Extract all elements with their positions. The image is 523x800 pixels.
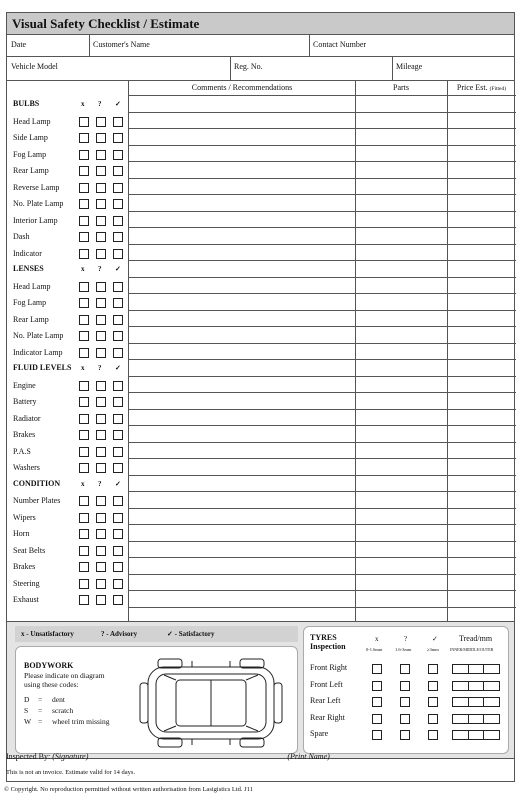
check-item-label: Battery: [13, 397, 37, 406]
checkbox-ok[interactable]: [113, 183, 123, 193]
code-meaning: scratch: [52, 706, 74, 715]
tread-depth-boxes[interactable]: [452, 681, 500, 691]
section-mark-0: x: [81, 100, 85, 108]
section-title-2: FLUID LEVELS: [13, 363, 72, 372]
checkbox-ok[interactable]: [113, 513, 123, 523]
table-row-line[interactable]: [129, 475, 516, 476]
checkbox-x[interactable]: [79, 546, 89, 556]
check-item-label: Rear Lamp: [13, 166, 49, 175]
section-mark-0: x: [81, 479, 85, 488]
tread-cell[interactable]: [484, 698, 499, 706]
checkbox-x[interactable]: [79, 315, 89, 325]
check-item-label: Radiator: [13, 413, 41, 423]
checkbox-advisory[interactable]: [96, 562, 106, 572]
checkbox-advisory[interactable]: [96, 166, 106, 176]
table-row-line[interactable]: [129, 557, 516, 558]
legend-advisory: ? - Advisory: [101, 630, 138, 638]
section-mark-0: x: [81, 364, 85, 372]
table-row-line[interactable]: [129, 95, 516, 96]
checkbox-ok[interactable]: [113, 166, 123, 176]
checkbox-x[interactable]: [79, 166, 89, 176]
tyre-checkbox-x[interactable]: [372, 714, 382, 724]
checkbox-advisory[interactable]: [96, 216, 106, 226]
section-mark-1: ?: [98, 100, 102, 108]
checkbox-advisory[interactable]: [96, 331, 106, 341]
table-row-line[interactable]: [129, 211, 516, 212]
checkbox-advisory[interactable]: [96, 348, 106, 358]
checkbox-x[interactable]: [79, 232, 89, 242]
mileage-field[interactable]: Mileage: [396, 62, 423, 71]
check-item-label: Seat Belts: [13, 545, 46, 555]
checkbox-advisory[interactable]: [96, 579, 106, 589]
checkbox-advisory[interactable]: [96, 249, 106, 259]
tyres-tread-sub: INNER/MIDDLE/OUTER: [450, 647, 494, 652]
tyre-row-label: Front Left: [310, 679, 343, 689]
checkbox-advisory[interactable]: [96, 282, 106, 292]
bodywork-instruction-2: using these codes:: [24, 680, 79, 689]
checkbox-ok[interactable]: [113, 282, 123, 292]
section-mark-2: ✓: [115, 265, 121, 273]
checkbox-x[interactable]: [79, 496, 89, 506]
checkbox-ok[interactable]: [113, 150, 123, 160]
check-item-label: Interior Lamp: [13, 215, 58, 225]
legend-satisfactory: ✓ - Satisfactory: [167, 630, 215, 638]
checkbox-ok[interactable]: [113, 496, 123, 506]
check-item-label: No. Plate Lamp: [13, 199, 64, 208]
checkbox-x[interactable]: [79, 414, 89, 424]
tread-depth-boxes[interactable]: [452, 697, 500, 707]
comments-header: Comments / Recommendations: [191, 83, 293, 92]
table-row-line[interactable]: [129, 260, 516, 261]
checkbox-ok[interactable]: [113, 216, 123, 226]
check-item-label: Brakes: [13, 562, 36, 571]
checkbox-advisory[interactable]: [96, 150, 106, 160]
tread-cell[interactable]: [469, 682, 485, 690]
tyre-checkbox-ok[interactable]: [428, 714, 438, 724]
car-diagram[interactable]: [136, 655, 286, 751]
signature-label: (Signature): [52, 752, 89, 761]
check-item-label: Head Lamp: [13, 281, 51, 291]
checkbox-advisory[interactable]: [96, 199, 106, 209]
tyre-row-label: Front Right: [310, 663, 348, 672]
table-row-line[interactable]: [129, 244, 516, 245]
check-item-label: No. Plate Lamp: [13, 331, 64, 340]
legend: [15, 626, 298, 642]
section-title-0: BULBS: [13, 99, 40, 108]
checkbox-advisory[interactable]: [96, 529, 106, 539]
section-title-3: CONDITION: [13, 478, 61, 488]
checkbox-advisory[interactable]: [96, 117, 106, 127]
checkbox-x[interactable]: [79, 133, 89, 143]
checkbox-x[interactable]: [79, 381, 89, 391]
table-row-line[interactable]: [129, 442, 516, 443]
code-letter: D: [24, 695, 30, 704]
section-mark-2: ✓: [115, 364, 121, 372]
checkbox-ok[interactable]: [113, 331, 123, 341]
tread-cell[interactable]: [484, 665, 499, 673]
price-header: [447, 81, 516, 95]
check-item-label: Fog Lamp: [13, 149, 47, 159]
checklist-form: [6, 12, 515, 782]
section-mark-1: ?: [98, 479, 102, 488]
tread-cell[interactable]: [484, 731, 499, 739]
tread-depth-boxes[interactable]: [452, 664, 500, 674]
check-item-label: Number Plates: [13, 496, 61, 505]
page-title: Visual Safety Checklist / Estimate: [12, 16, 200, 31]
table-row-line[interactable]: [129, 574, 516, 575]
table-row-line[interactable]: [129, 376, 516, 377]
tread-cell[interactable]: [469, 698, 485, 706]
title-bar: [7, 13, 514, 35]
checkbox-advisory[interactable]: [96, 414, 106, 424]
checkbox-x[interactable]: [79, 150, 89, 160]
checkbox-ok[interactable]: [113, 348, 123, 358]
tyre-checkbox-advisory[interactable]: [400, 697, 410, 707]
tread-depth-boxes[interactable]: [452, 730, 500, 740]
tyre-checkbox-ok[interactable]: [428, 664, 438, 674]
tyre-checkbox-x[interactable]: [372, 730, 382, 740]
checkbox-ok[interactable]: [113, 133, 123, 143]
legend-unsatisfactory: x - Unsatisfactory: [21, 630, 74, 638]
checkbox-ok[interactable]: [113, 232, 123, 242]
checkbox-advisory[interactable]: [96, 430, 106, 440]
checkbox-ok[interactable]: [113, 117, 123, 127]
tyre-checkbox-ok[interactable]: [428, 730, 438, 740]
tyres-tread-header: Tread/mm: [459, 634, 493, 643]
checkbox-ok[interactable]: [113, 562, 123, 572]
section-mark-1: ?: [98, 265, 102, 273]
checkbox-ok[interactable]: [113, 249, 123, 259]
check-item-label: Wipers: [13, 512, 36, 522]
tyres-sub-x: 0-1.6mm: [366, 647, 383, 652]
table-row-line[interactable]: [129, 161, 516, 162]
checkbox-x[interactable]: [79, 579, 89, 589]
print-name-label: (Print Name): [287, 752, 330, 761]
tyres-sub-tick: ≥3mm: [427, 647, 439, 652]
tread-cell[interactable]: [484, 715, 499, 723]
check-item-label: Fog Lamp: [13, 298, 47, 307]
price-header-label: Price Est.: [456, 83, 488, 92]
vehicle-model-field[interactable]: Vehicle Model: [11, 62, 58, 71]
check-item-label: Brakes: [13, 430, 36, 439]
tread-cell[interactable]: [453, 698, 469, 706]
checkbox-ok[interactable]: [113, 381, 123, 391]
tyre-checkbox-x[interactable]: [372, 681, 382, 691]
checkbox-x[interactable]: [79, 249, 89, 259]
table-row-line[interactable]: [129, 541, 516, 542]
checkbox-x[interactable]: [79, 117, 89, 127]
bodywork-instruction-1: Please indicate on diagram: [24, 671, 105, 680]
table-row-line[interactable]: [129, 458, 516, 459]
table-row-line[interactable]: [129, 326, 516, 327]
checkbox-x[interactable]: [79, 463, 89, 473]
checkbox-x[interactable]: [79, 595, 89, 605]
check-item-label: Steering: [13, 578, 40, 588]
tread-cell[interactable]: [453, 682, 469, 690]
check-item-label: Reverse Lamp: [13, 182, 60, 192]
checkbox-x[interactable]: [79, 298, 89, 308]
checkbox-ok[interactable]: [113, 315, 123, 325]
checkbox-advisory[interactable]: [96, 381, 106, 391]
checkbox-ok[interactable]: [113, 463, 123, 473]
table-row-line[interactable]: [129, 491, 516, 492]
check-item-label: Washers: [13, 463, 40, 472]
section-mark-2: ✓: [115, 479, 121, 488]
check-item-label: Head Lamp: [13, 116, 51, 126]
checklist-items-area: [7, 81, 129, 621]
tyre-checkbox-x[interactable]: [372, 697, 382, 707]
table-row-line[interactable]: [129, 590, 516, 591]
checkbox-x[interactable]: [79, 397, 89, 407]
checkbox-ok[interactable]: [113, 546, 123, 556]
tread-cell[interactable]: [453, 715, 469, 723]
tyre-checkbox-advisory[interactable]: [400, 664, 410, 674]
checkbox-ok[interactable]: [113, 199, 123, 209]
code-equals: =: [38, 717, 43, 726]
section-mark-1: ?: [98, 364, 102, 372]
section-mark-2: ✓: [115, 100, 121, 108]
check-item-label: Horn: [13, 529, 30, 538]
code-meaning: wheel trim missing: [52, 717, 110, 726]
tyres-col-x: x: [375, 635, 379, 643]
checkbox-advisory[interactable]: [96, 595, 106, 605]
tyre-checkbox-ok[interactable]: [428, 697, 438, 707]
check-item-label: Indicator Lamp: [13, 347, 63, 357]
comments-table: [129, 81, 516, 621]
tread-cell[interactable]: [484, 682, 499, 690]
tyre-checkbox-advisory[interactable]: [400, 730, 410, 740]
bottom-panel: [7, 621, 514, 759]
table-row-line[interactable]: [129, 359, 516, 360]
table-row-line[interactable]: [129, 112, 516, 113]
checkbox-advisory[interactable]: [96, 513, 106, 523]
check-item-label: Side Lamp: [13, 133, 48, 142]
checkbox-advisory[interactable]: [96, 496, 106, 506]
customer-name-field[interactable]: Customer's Name: [93, 40, 150, 49]
checkbox-x[interactable]: [79, 430, 89, 440]
copyright-notice: © Copyright. No reproduction permitted without written authorisation from Lasigistics Ltd. J11: [4, 786, 253, 793]
table-row-line[interactable]: [129, 194, 516, 195]
checkbox-advisory[interactable]: [96, 463, 106, 473]
tyres-col-q: ?: [404, 635, 408, 643]
checkbox-x[interactable]: [79, 513, 89, 523]
table-row-line[interactable]: [129, 227, 516, 228]
checkbox-advisory[interactable]: [96, 183, 106, 193]
header-row-1: [7, 35, 514, 57]
checkbox-ok[interactable]: [113, 414, 123, 424]
tyres-col-tick: ✓: [432, 635, 438, 643]
checkbox-advisory[interactable]: [96, 133, 106, 143]
bodywork-title: BODYWORK: [24, 661, 74, 670]
table-row-line[interactable]: [129, 508, 516, 509]
checkbox-x[interactable]: [79, 183, 89, 193]
bodywork-panel: [15, 646, 298, 754]
checkbox-advisory[interactable]: [96, 447, 106, 457]
check-item-label: Rear Lamp: [13, 314, 49, 324]
check-item-label: P.A.S: [13, 446, 31, 456]
tyre-row-label: Rear Left: [310, 696, 341, 705]
checkbox-ok[interactable]: [113, 529, 123, 539]
tread-cell[interactable]: [453, 665, 469, 673]
tread-cell[interactable]: [469, 715, 485, 723]
checkbox-ok[interactable]: [113, 447, 123, 457]
checkbox-ok[interactable]: [113, 298, 123, 308]
checkbox-x[interactable]: [79, 529, 89, 539]
tyres-panel: [303, 626, 509, 754]
table-row-line[interactable]: [129, 128, 516, 129]
tyre-row-label: Rear Right: [310, 712, 345, 722]
table-row-line[interactable]: [129, 524, 516, 525]
checkbox-ok[interactable]: [113, 579, 123, 589]
tyre-checkbox-advisory[interactable]: [400, 714, 410, 724]
table-row-line[interactable]: [129, 607, 516, 608]
tyres-subtitle: Inspection: [310, 642, 346, 651]
check-item-label: Exhaust: [13, 595, 39, 604]
code-equals: =: [38, 695, 43, 704]
checkbox-x[interactable]: [79, 282, 89, 292]
tyre-checkbox-x[interactable]: [372, 664, 382, 674]
code-equals: =: [38, 706, 43, 715]
check-item-label: Engine: [13, 380, 36, 390]
tyre-row-label: Spare: [310, 729, 329, 738]
checkbox-x[interactable]: [79, 216, 89, 226]
tyres-title: TYRES: [310, 633, 337, 642]
section-title-1: LENSES: [13, 264, 44, 273]
check-item-label: Dash: [13, 232, 30, 241]
tread-cell[interactable]: [453, 731, 469, 739]
checkbox-x[interactable]: [79, 447, 89, 457]
table-row-line[interactable]: [129, 178, 516, 179]
table-row-line[interactable]: [129, 392, 516, 393]
tread-depth-boxes[interactable]: [452, 714, 500, 724]
tyre-checkbox-advisory[interactable]: [400, 681, 410, 691]
checkbox-advisory[interactable]: [96, 546, 106, 556]
checkbox-advisory[interactable]: [96, 232, 106, 242]
table-row-line[interactable]: [129, 145, 516, 146]
table-row-line[interactable]: [129, 425, 516, 426]
code-letter: S: [24, 706, 29, 715]
checkbox-ok[interactable]: [113, 430, 123, 440]
table-row-line[interactable]: [129, 409, 516, 410]
contact-number-field[interactable]: Contact Number: [313, 40, 367, 49]
check-item-label: Indicator: [13, 248, 42, 258]
section-mark-0: x: [81, 265, 85, 273]
tyres-sub-q: 1.6-3mm: [395, 647, 412, 652]
code-meaning: dent: [52, 695, 65, 704]
checkbox-advisory[interactable]: [96, 315, 106, 325]
date-field[interactable]: Date: [11, 40, 27, 49]
tyre-checkbox-ok[interactable]: [428, 681, 438, 691]
estimate-note: This is not an invoice. Estimate valid for 14 days.: [6, 769, 136, 776]
reg-no-field[interactable]: Reg. No.: [234, 62, 263, 71]
header-row-2: [7, 57, 514, 81]
code-letter: W: [24, 717, 32, 726]
price-header-suffix: (Fitted): [489, 86, 507, 92]
table-row-line[interactable]: [129, 293, 516, 294]
tread-cell[interactable]: [469, 731, 485, 739]
checkbox-advisory[interactable]: [96, 397, 106, 407]
checkbox-x[interactable]: [79, 562, 89, 572]
checkbox-ok[interactable]: [113, 595, 123, 605]
checkbox-x[interactable]: [79, 348, 89, 358]
table-row-line[interactable]: [129, 277, 516, 278]
signature-line[interactable]: Inspected By: (Signature) ................................................................. (Print Name) ..................................................: [6, 752, 482, 761]
checkbox-x[interactable]: [79, 199, 89, 209]
checkbox-ok[interactable]: [113, 397, 123, 407]
inspected-by-label: Inspected By:: [6, 752, 51, 761]
checkbox-x[interactable]: [79, 331, 89, 341]
table-row-line[interactable]: [129, 343, 516, 344]
tread-cell[interactable]: [469, 665, 485, 673]
parts-header: Parts: [393, 83, 409, 92]
checkbox-advisory[interactable]: [96, 298, 106, 308]
table-row-line[interactable]: [129, 310, 516, 311]
